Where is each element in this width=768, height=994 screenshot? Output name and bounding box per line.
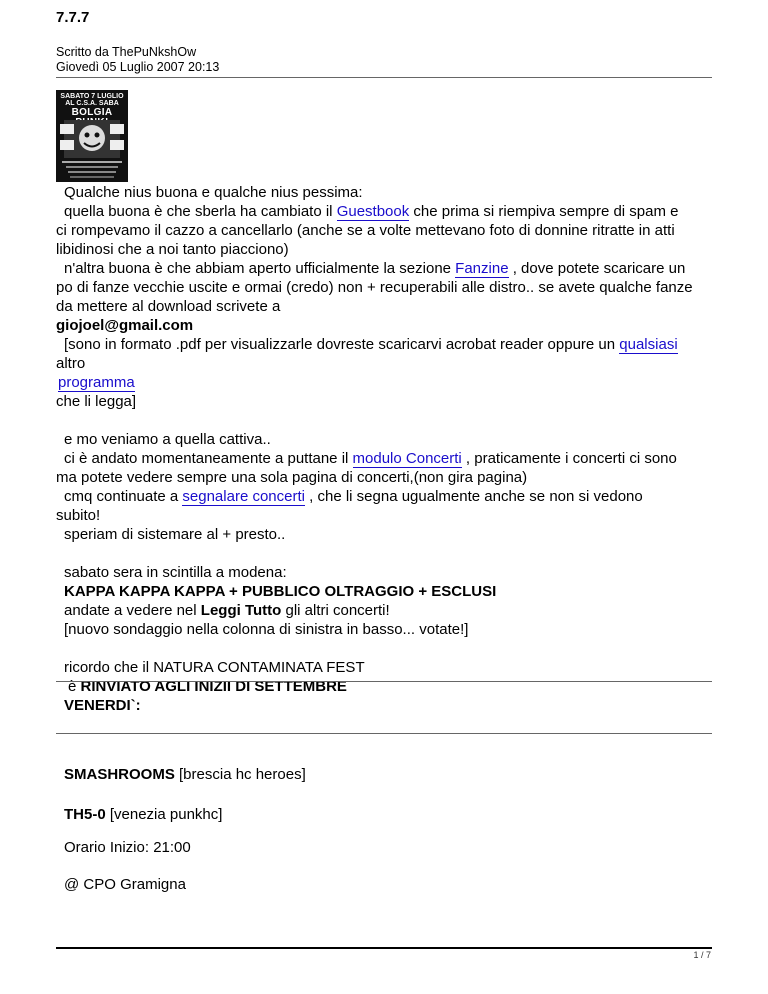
paragraph: cmq continuate a segnalare concerti , che li segna ugualmente anche se non si vedono bbox=[64, 488, 643, 505]
event-time: Orario Inizio: 21:00 bbox=[64, 839, 191, 856]
fanzine-link[interactable]: Fanzine bbox=[455, 260, 509, 277]
page-number: 1 / 7 bbox=[693, 950, 711, 960]
paragraph: sabato sera in scintilla a modena: bbox=[64, 564, 287, 581]
paragraph: n'altra buona è che abbiam aperto ufficialmente la sezione Fanzine , dove potete scaricare un bbox=[64, 260, 686, 277]
programma-link[interactable]: programma bbox=[58, 374, 135, 391]
spacer bbox=[56, 411, 716, 430]
event-band: TH5-0 [venezia punkhc] bbox=[64, 806, 223, 823]
paragraph: è RINVIATO AGLI INIZII DI SETTEMBRE bbox=[68, 678, 347, 695]
paragraph: e mo veniamo a quella cattiva.. bbox=[64, 431, 271, 448]
paragraph: quella buona è che sberla ha cambiato il Guestbook che prima si riempiva sempre di spam e bbox=[64, 203, 679, 220]
contact-email: giojoel@gmail.com bbox=[56, 317, 194, 334]
paragraph: po di fanze vecchie uscite e ormai (credo) non + recuperabili alle distro.. se avete qualche fanze bbox=[56, 279, 693, 296]
article-title: 7.7.7 bbox=[56, 9, 90, 26]
paragraph: [sono in formato .pdf per visualizzarle dovreste scaricarvi acrobat reader oppure un qualsiasi bbox=[64, 336, 678, 353]
qualsiasi-link[interactable]: qualsiasi bbox=[619, 336, 678, 353]
paragraph: andate a vedere nel Leggi Tutto gli altri concerti! bbox=[64, 602, 390, 619]
event-band: SMASHROOMS [brescia hc heroes] bbox=[64, 766, 306, 783]
section-divider bbox=[56, 681, 712, 682]
author-line: Scritto da ThePuNkshOw bbox=[56, 45, 197, 59]
paragraph: Qualche nius buona e qualche nius pessima: bbox=[64, 184, 363, 201]
paragraph: ci rompevamo il cazzo a cancellarlo (anche se a volte mettevano foto di donnine ritratte in atti bbox=[56, 222, 675, 239]
poster-art bbox=[56, 90, 128, 182]
header-divider bbox=[56, 77, 712, 78]
paragraph: che li legga] bbox=[56, 393, 137, 410]
guestbook-link[interactable]: Guestbook bbox=[336, 203, 410, 220]
poster-line1: SABATO 7 LUGLIO AL C.S.A. SABA bbox=[60, 93, 124, 107]
paragraph: da mettere al download scrivete a bbox=[56, 298, 281, 315]
paragraph: speriam di sistemare al + presto.. bbox=[64, 526, 286, 543]
paragraph: libidinosi che a noi tanto piacciono) bbox=[56, 241, 289, 258]
event-poster-image bbox=[56, 90, 128, 182]
date-line: Giovedì 05 Luglio 2007 20:13 bbox=[56, 60, 220, 74]
article-body bbox=[56, 183, 716, 696]
paragraph: ma potete vedere sempre una sola pagina di concerti,(non gira pagina) bbox=[56, 469, 528, 486]
paragraph: [nuovo sondaggio nella colonna di sinistra in basso... votate!] bbox=[64, 621, 469, 638]
paragraph bbox=[56, 373, 716, 392]
paragraph: ci è andato momentaneamente a puttane il modulo Concerti , praticamente i concerti ci sono bbox=[64, 450, 677, 467]
event-venue: @ CPO Gramigna bbox=[64, 876, 186, 893]
section-divider bbox=[56, 733, 712, 734]
footer-divider bbox=[56, 947, 712, 949]
events-heading: VENERDI`: bbox=[64, 697, 141, 714]
paragraph: ricordo che il NATURA CONTAMINATA FEST bbox=[64, 659, 365, 676]
article-meta bbox=[56, 45, 219, 75]
poster-line2: BOLGIA bbox=[71, 107, 113, 118]
spacer bbox=[56, 639, 716, 658]
segnalare-concerti-link[interactable]: segnalare concerti bbox=[182, 488, 305, 505]
modulo-concerti-link[interactable]: modulo Concerti bbox=[352, 450, 462, 467]
paragraph: altro bbox=[56, 355, 86, 372]
paragraph: subito! bbox=[56, 507, 101, 524]
spacer bbox=[56, 544, 716, 563]
lineup-headline: KAPPA KAPPA KAPPA + PUBBLICO OLTRAGGIO + ESCLUSI bbox=[64, 583, 497, 600]
